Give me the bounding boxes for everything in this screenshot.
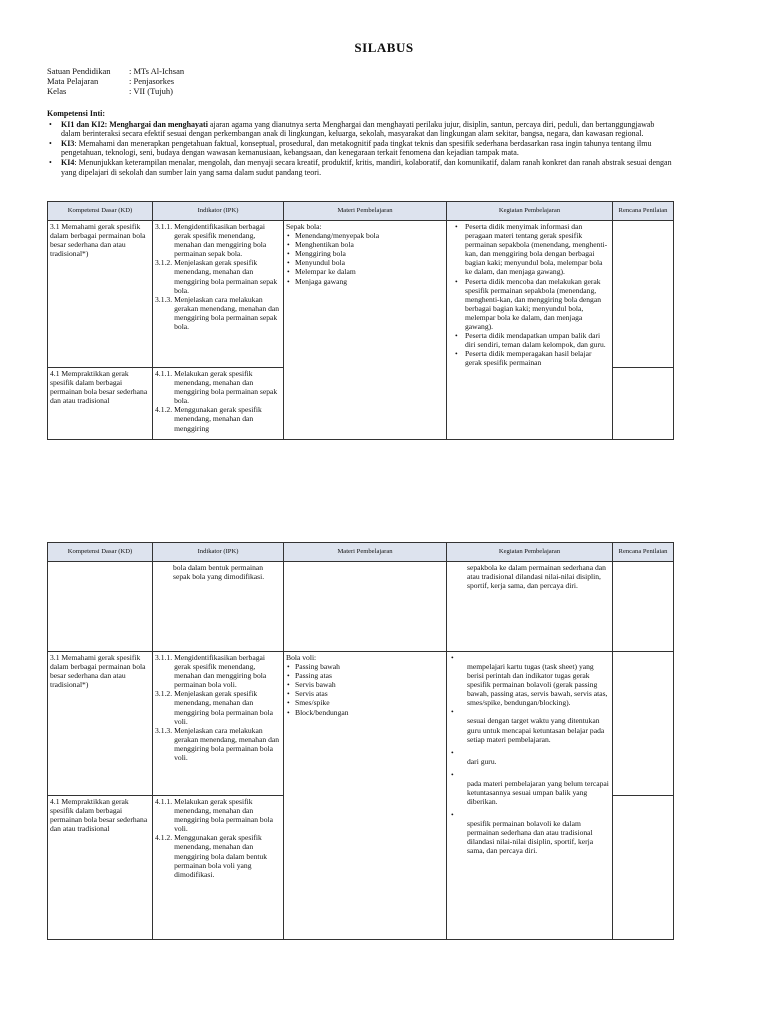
ipk-item: 4.1.1. Melakukan gerak spesifik menendang, menahan dan menggiring bola permainan sepak bola.: [155, 369, 278, 406]
kd-cell: [48, 652, 153, 796]
materi-cell: [284, 221, 447, 440]
meta-value: : MTs Al-Ichsan: [129, 66, 185, 76]
kd-text: 3.1 Memahami gerak spesifik dalam berbagai permainan bola besar sederhana dan atau tradisional*): [50, 653, 146, 690]
header-penilaian: Rencana Penilaian: [613, 543, 674, 562]
ki-text: : Menunjukkan keterampilan menalar, mengolah, dan menyaji secara kreatif, produktif, kritis, mandiri, kolaboratif, dan komunikatif, dalam ranah konkret dan ranah abstrak sesuai dengan yang dipelajari di sekolah dan sumber lain yang sama dalam sudut pandang teori.: [61, 157, 672, 177]
materi-title: Sepak bola:: [286, 222, 322, 231]
kegiatan-bullet: [449, 770, 610, 779]
materi-item: • Passing bawah: [286, 662, 444, 671]
ki-list: [47, 120, 675, 178]
meta-row: [47, 86, 184, 96]
meta-row: [47, 76, 184, 86]
kegiatan-cell: [447, 562, 613, 652]
syllabus-table-2: [47, 542, 674, 940]
ipk-item: 3.1.2. Menjelaskan gerak spesifik menendang, menahan dan menggiring bola permainan sepak bola.: [155, 258, 278, 295]
header-ipk: Indikator (IPK): [153, 202, 284, 221]
ki-item: [47, 120, 675, 139]
kegiatan-continuation: sepakbola ke dalam permainan sederhana dan atau tradisional dilandasi nilai-nilai disiplin, sportif, kerja sama, dan percaya diri.: [467, 563, 606, 591]
materi-item: • Smes/spike: [286, 698, 444, 707]
header-penilaian: Rencana Penilaian: [613, 202, 674, 221]
meta-value: : VII (Tujuh): [129, 86, 173, 96]
materi-item: • Menjaga gawang: [286, 277, 444, 286]
header-kegiatan: Kegiatan Pembelajaran: [447, 202, 613, 221]
kegiatan-item: • Peserta didik mencoba dan melakukan gerak spesifik permainan sepakbola (menendang, menghenti-kan, dan menggiring bola dengan berbagai bagian kaki; menyundul bola, melempar bola ke dalam, dan menjaga gawang).: [453, 277, 610, 332]
kegiatan-item: • Peserta didik mendapatkan umpan balik dari diri sendiri, teman dalam kelompok, dan guru.: [453, 331, 610, 349]
header-materi: Materi Pembelajaran: [284, 543, 447, 562]
ipk-cell: [153, 368, 284, 440]
meta-label: Kelas: [47, 86, 67, 96]
materi-item: • Passing atas: [286, 671, 444, 680]
ipk-item: 4.1.1. Melakukan gerak spesifik menendang, menahan dan menggiring bola permainan bola voli.: [155, 797, 273, 834]
kegiatan-bullet: [449, 810, 610, 819]
materi-item: • Menghentikan bola: [286, 240, 444, 249]
kegiatan-text: dari guru.: [467, 756, 497, 766]
materi-item: • Servis atas: [286, 689, 444, 698]
kegiatan-text: pada materi pembelajaran yang belum tercapai ketuntasannya sesuai umpan balik yang diberikan.: [467, 778, 609, 807]
penilaian-cell: [613, 368, 674, 440]
ki-bold: : Menghargai dan menghayati: [104, 119, 208, 129]
materi-item: • Menendang/menyepak bola: [286, 231, 444, 240]
materi-list: [286, 231, 444, 286]
ipk-item: 4.1.2. Menggunakan gerak spesifik menendang, menahan dan menggiring bola dalam bentuk permainan bola voli yang dimodifikasi.: [155, 833, 268, 879]
header-ipk: Indikator (IPK): [153, 543, 284, 562]
ki-text: ajaran agama yang dianutnya serta Menghargai dan menghayati perilaku jujur, disiplin, santun, percaya diri, peduli, dan bertanggungjawab dalam berinteraksi secara efektif sesuai dengan perkembangan anak di lingkungan, keluarga, sekolah, masyarakat dan lingkungan alam sekitar, bangsa, negara, dan kawasan regional.: [61, 119, 655, 139]
kd-cell: [48, 562, 153, 652]
kd-text: 4.1 Mempraktikkan gerak spesifik dalam berbagai permainan bola besar sederhana dan atau tradisional: [50, 797, 148, 834]
penilaian-cell: [613, 221, 674, 368]
kegiatan-cell: [447, 652, 613, 940]
kegiatan-item: • Peserta didik menyimak informasi dan peragaan materi tentang gerak spesifik permainan sepakbola (menendang, menghenti-kan, dan menggiring bola dengan berbagai bagian kaki; menyundul bola, melempar bola ke dalam, dan menjaga gawang).: [453, 222, 610, 277]
ipk-cell: [153, 652, 284, 796]
kd-cell: [48, 221, 153, 368]
ki-code: KI4: [61, 157, 75, 167]
penilaian-cell: [613, 796, 674, 940]
meta-label: Mata Pelajaran: [47, 76, 99, 86]
materi-item: • Menyundul bola: [286, 258, 444, 267]
kd-cell: [48, 368, 153, 440]
table-header-row: [48, 543, 674, 562]
materi-item: • Servis bawah: [286, 680, 444, 689]
materi-list: [286, 662, 444, 717]
kegiatan-text: sesuai dengan target waktu yang ditentukan guru untuk mencapai ketuntasan belajar pada setiap materi pembelajaran.: [467, 716, 605, 744]
kegiatan-bullet: [449, 707, 610, 716]
ki-text: : Memahami dan menerapkan pengetahuan faktual, konseptual, prosedural, dan metakognitif pada tingkat teknis dan spesifik sederhana berdasarkan rasa ingin tahunya tentang ilmu pengetahuan, teknologi, seni, budaya dengan wawasan kemanusiaan, kebangsaan, dan kenegaraan terkait fenomena dan kejadian tampak mata.: [61, 138, 652, 158]
ki-item: [47, 158, 675, 177]
table-row: [48, 652, 674, 796]
meta-value: : Penjasorkes: [129, 76, 175, 86]
ipk-item: 3.1.1. Mengidentifikasikan berbagai gerak spesifik menendang, menahan dan menggiring bola permainan bola voli.: [155, 653, 267, 690]
kegiatan-text: mempelajari kartu tugas (task sheet) yang berisi perintah dan indikator tugas gerak spesifik permainan bolavoli (gerak passing bawah, passing atas, servis bawah, servis atas, smes/spike, bendungan/blocking).: [467, 662, 608, 708]
materi-item: • Block/bendungan: [286, 708, 444, 717]
ipk-cell: [153, 796, 284, 940]
meta-row: [47, 66, 184, 76]
ipk-item: 3.1.2. Menjelaskan gerak spesifik menendang, menahan dan menggiring bola permainan bola voli.: [155, 689, 273, 726]
materi-cell: [284, 562, 447, 652]
materi-title: Bola voli:: [286, 653, 317, 662]
table-row: [48, 221, 674, 368]
materi-item: • Melempar ke dalam: [286, 267, 444, 276]
meta-label: Satuan Pendidikan: [47, 66, 111, 76]
ipk-item: 3.1.3. Menjelaskan cara melakukan gerakan menendang, menahan dan menggiring bola permainan sepak bola.: [155, 294, 280, 332]
document-meta: [47, 66, 184, 96]
ipk-continuation: bola dalam bentuk permainan sepak bola yang dimodifikasi.: [173, 563, 265, 582]
kegiatan-bullet: [449, 653, 610, 662]
ipk-cell: [153, 221, 284, 368]
kd-cell: [48, 796, 153, 940]
ki-item: [47, 139, 675, 158]
ipk-cell: [153, 562, 284, 652]
syllabus-table-1: [47, 201, 674, 440]
header-kd: Kompetensi Dasar (KD): [48, 202, 153, 221]
kegiatan-list: [449, 222, 610, 368]
ki-heading: Kompetensi Inti:: [47, 109, 105, 118]
header-kegiatan: Kegiatan Pembelajaran: [447, 543, 613, 562]
kd-text: 3.1 Memahami gerak spesifik dalam berbagai permainan bola besar sederhana dan atau tradisional*): [50, 222, 146, 259]
materi-cell: [284, 652, 447, 940]
header-materi: Materi Pembelajaran: [284, 202, 447, 221]
ki-code: KI1 dan KI2: [61, 119, 105, 129]
penilaian-cell: [613, 652, 674, 796]
ki-code: KI3: [61, 138, 75, 148]
materi-item: • Menggiring bola: [286, 249, 444, 258]
kegiatan-text: spesifik permainan bolavoli ke dalam permainan sederhana dan atau tradisional dilandasi nilai-nilai disiplin, sportif, kerja sama, dan percaya diri.: [467, 819, 594, 856]
kompetensi-inti: [47, 109, 675, 177]
kegiatan-item: • Peserta didik memperagakan hasil belajar gerak spesifik permainan: [453, 349, 610, 367]
ipk-item: 3.1.3. Menjelaskan cara melakukan gerakan menendang, menahan dan menggiring bola permainan bola voli.: [155, 725, 280, 763]
kegiatan-cell: [447, 221, 613, 440]
ipk-item: 3.1.1. Mengidentifikasikan berbagai gerak spesifik menendang, menahan dan menggiring bola permainan sepak bola.: [155, 222, 267, 259]
kegiatan-bullet: [449, 748, 610, 757]
document-title: SILABUS: [354, 40, 414, 55]
ipk-item: 4.1.2. Menggunakan gerak spesifik menendang, menahan dan menggiring: [155, 405, 262, 433]
kd-text: 4.1 Mempraktikkan gerak spesifik dalam berbagai permainan bola besar sederhana dan atau tradisional: [50, 369, 148, 406]
table-row: [48, 562, 674, 652]
penilaian-cell: [613, 562, 674, 652]
table-header-row: [48, 202, 674, 221]
header-kd: Kompetensi Dasar (KD): [48, 543, 153, 562]
